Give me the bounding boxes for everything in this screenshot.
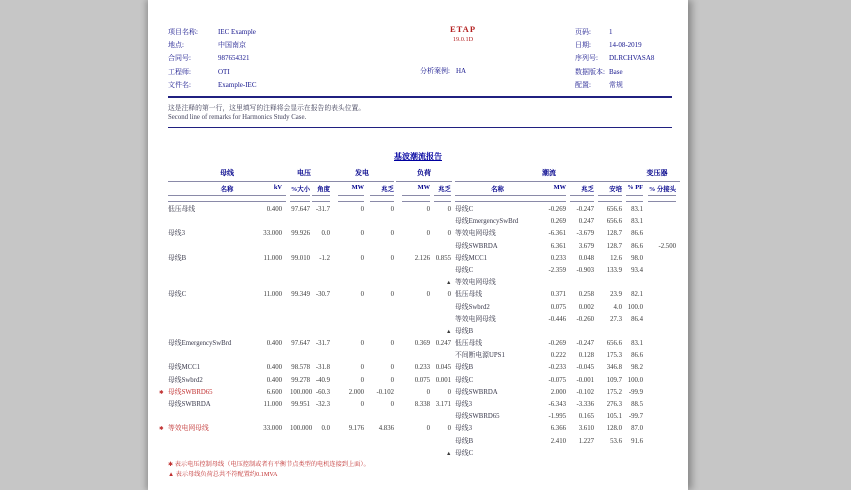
table-row bbox=[148, 253, 688, 265]
group-header: 发电 bbox=[330, 168, 394, 182]
cell-gmvar: 0 bbox=[390, 230, 394, 238]
cell-mag: 99.010 bbox=[291, 254, 310, 262]
cell-kv: 0.400 bbox=[266, 364, 282, 372]
cell-camp: 53.6 bbox=[610, 437, 622, 445]
cell-bm: ✱ bbox=[159, 389, 164, 396]
column-header: 兆乏 bbox=[438, 186, 451, 193]
header-field-label: 配置: bbox=[575, 80, 591, 89]
cell-camp: 23.9 bbox=[610, 291, 622, 299]
table-group-header bbox=[148, 168, 688, 182]
column-header: % PF bbox=[627, 184, 643, 191]
cell-name: 母线SWBRDA bbox=[168, 401, 211, 408]
cell-cpf: 86.6 bbox=[631, 242, 643, 250]
cell-cmw: -0.233 bbox=[548, 364, 566, 372]
etap-version: 19.0.1D bbox=[452, 36, 474, 43]
cell-cpf: 100.0 bbox=[627, 303, 643, 311]
cell-lmw: 0.233 bbox=[414, 364, 430, 372]
header-field-label: 页码: bbox=[575, 28, 591, 36]
cell-cmvar: 1.227 bbox=[578, 437, 594, 445]
cell-bm: ✱ bbox=[159, 426, 164, 433]
table-row bbox=[148, 216, 688, 228]
cell-cname: 母线C bbox=[455, 449, 474, 457]
column-rule bbox=[570, 195, 594, 196]
header-field-value: DLRCHVASA8 bbox=[609, 54, 655, 63]
header-field bbox=[168, 26, 348, 39]
cell-cname: 母线B bbox=[455, 437, 474, 445]
column-header: 兆乏 bbox=[581, 186, 594, 193]
cell-lmvar: 0.247 bbox=[435, 340, 451, 348]
cell-camp: 128.7 bbox=[606, 230, 622, 238]
table-row bbox=[148, 265, 688, 277]
header-divider bbox=[168, 96, 672, 98]
header-field-value: 14-08-2019 bbox=[609, 41, 642, 50]
cell-lmvar: 0 bbox=[447, 388, 451, 396]
cell-cname: 母线B bbox=[455, 364, 474, 372]
cell-mag: 97.647 bbox=[291, 206, 310, 213]
table-row bbox=[148, 228, 688, 240]
header-field bbox=[575, 39, 685, 52]
cell-name: 母线SWBRD65 bbox=[168, 388, 213, 396]
cell-cmvar: 3.679 bbox=[578, 242, 594, 250]
cell-cmvar: 0.247 bbox=[578, 218, 594, 226]
cell-cmvar: -0.247 bbox=[576, 206, 594, 213]
cell-cname: 母线SWBRDA bbox=[455, 388, 498, 396]
cell-cname: 母线C bbox=[455, 376, 474, 384]
table-row bbox=[148, 387, 688, 399]
cell-lmw: 0 bbox=[426, 388, 430, 396]
cell-cname: 等效电网母线 bbox=[455, 315, 496, 323]
table-row bbox=[148, 204, 688, 216]
header-field-label: 项目名称: bbox=[168, 28, 198, 36]
cell-kv: 11.000 bbox=[263, 254, 282, 262]
column-rule bbox=[434, 201, 451, 202]
cell-cmvar: 0.128 bbox=[578, 352, 594, 360]
cell-lmvar: 0 bbox=[447, 291, 451, 299]
column-rule bbox=[626, 195, 643, 196]
column-rule bbox=[290, 201, 310, 202]
table-row bbox=[148, 241, 688, 253]
cell-kv: 33.000 bbox=[263, 425, 282, 433]
column-rule bbox=[338, 195, 364, 196]
cell-gmvar: 0 bbox=[390, 340, 394, 348]
remarks-divider bbox=[168, 127, 672, 128]
group-header: 变压器 bbox=[634, 168, 680, 182]
cell-lmvar: 0.855 bbox=[435, 254, 451, 262]
cell-cmvar: 0.258 bbox=[578, 291, 594, 299]
cell-lmw: 2.126 bbox=[414, 254, 430, 262]
cell-ang: -31.7 bbox=[315, 340, 330, 348]
cell-cpf: 91.6 bbox=[631, 437, 643, 445]
cell-lmw: 0.369 bbox=[414, 340, 430, 348]
cell-cname: 母线SWBRDA bbox=[455, 242, 498, 250]
cell-ang: -32.3 bbox=[315, 401, 330, 408]
cell-cmvar: -0.102 bbox=[576, 388, 594, 396]
header-field-value: 中国南京 bbox=[218, 41, 246, 50]
cell-ang: 0.0 bbox=[321, 230, 330, 238]
cell-cmvar: -3.336 bbox=[576, 401, 594, 408]
cell-cmw: -0.075 bbox=[548, 376, 566, 384]
cell-name: 低压母线 bbox=[168, 206, 196, 213]
cell-cmvar: -0.045 bbox=[576, 364, 594, 372]
cell-cmw: 2.000 bbox=[550, 388, 566, 396]
cell-cname: 母线EmergencySwBrd bbox=[455, 218, 519, 226]
cell-lmvar: 0 bbox=[447, 425, 451, 433]
cell-kv: 0.400 bbox=[266, 376, 282, 384]
cell-cmvar: 0.002 bbox=[578, 303, 594, 311]
remark-line-1: 这是注释的第一行，这里填写的注释将会显示在报告的表头位置。 bbox=[168, 105, 366, 112]
header-field bbox=[575, 52, 685, 65]
cell-kv: 11.000 bbox=[263, 401, 282, 408]
cell-kv: 0.400 bbox=[266, 340, 282, 348]
cell-ang: 0.0 bbox=[321, 425, 330, 433]
cell-lmw: 0.075 bbox=[414, 376, 430, 384]
cell-name: 母线Swbrd2 bbox=[168, 376, 203, 384]
cell-gmvar: 0 bbox=[390, 376, 394, 384]
header-field-label: 合同号: bbox=[168, 54, 191, 63]
etap-logo-block bbox=[431, 24, 495, 43]
column-rule bbox=[648, 195, 676, 196]
header-field bbox=[168, 52, 348, 65]
cell-ang: -31.7 bbox=[315, 206, 330, 213]
cell-cmw: -1.995 bbox=[548, 413, 566, 421]
cell-cpf: 83.1 bbox=[631, 340, 643, 348]
cell-camp: 346.8 bbox=[606, 364, 622, 372]
column-rule bbox=[538, 201, 566, 202]
header-field-value: IEC Example bbox=[218, 28, 256, 36]
cell-gmvar: 0 bbox=[390, 206, 394, 213]
column-rule bbox=[402, 201, 430, 202]
cell-cname: 母线B bbox=[455, 327, 474, 335]
cell-cmw: 2.410 bbox=[550, 437, 566, 445]
cell-name: 等效电网母线 bbox=[168, 425, 209, 433]
column-header: %大小 bbox=[290, 186, 310, 193]
cell-cpf: 86.4 bbox=[631, 315, 643, 323]
cell-cmvar: -3.679 bbox=[576, 230, 594, 238]
cell-gmw: 9.176 bbox=[348, 425, 364, 433]
group-header: 潮流 bbox=[455, 168, 643, 182]
cell-cmw: 6.366 bbox=[550, 425, 566, 433]
column-rule bbox=[250, 195, 282, 196]
cell-cname: 母线MCC1 bbox=[455, 254, 488, 262]
cell-cpf: -99.7 bbox=[628, 413, 643, 421]
group-header: 电压 bbox=[276, 168, 332, 182]
report-title-row bbox=[148, 146, 688, 164]
table-row bbox=[148, 350, 688, 362]
cell-cpf: 93.4 bbox=[631, 266, 643, 274]
column-rule bbox=[598, 195, 622, 196]
cell-gmw: 0 bbox=[360, 206, 364, 213]
header-field bbox=[575, 26, 685, 39]
cell-mag: 99.278 bbox=[291, 376, 310, 384]
cell-kv: 0.400 bbox=[266, 206, 282, 213]
cell-cname: 等效电网母线 bbox=[455, 230, 496, 238]
cell-cname: 低压母线 bbox=[455, 291, 483, 299]
footnote-voltage-control: ✱ 表示电压控制母线（电压控制或者有平衡节点类型的电机连接到上面）。 bbox=[168, 461, 370, 468]
header-field-value: 常规 bbox=[609, 80, 623, 89]
analysis-case-label: 分析案例: bbox=[420, 67, 450, 75]
cell-camp: 656.6 bbox=[606, 340, 622, 348]
cell-cmw: -0.269 bbox=[548, 340, 566, 348]
column-header: 兆乏 bbox=[381, 186, 394, 193]
cell-lmw: 0 bbox=[426, 206, 430, 213]
table-row bbox=[148, 277, 688, 289]
table-row bbox=[148, 314, 688, 326]
cell-camp: 105.1 bbox=[606, 413, 622, 421]
cell-gmvar: -0.102 bbox=[376, 388, 394, 396]
cell-mag: 99.349 bbox=[291, 291, 310, 299]
cell-cmw: 0.269 bbox=[550, 218, 566, 226]
cell-camp: 4.0 bbox=[613, 303, 622, 311]
header-field bbox=[575, 79, 685, 92]
analysis-case-value: HA bbox=[456, 67, 467, 75]
table-body bbox=[148, 204, 688, 460]
header-field-label: 数据版本: bbox=[575, 67, 605, 76]
cell-cname: 低压母线 bbox=[455, 340, 483, 348]
header-field-label: 工程师: bbox=[168, 67, 191, 76]
cell-cpf: 82.1 bbox=[631, 291, 643, 299]
cell-cmw: -6.361 bbox=[548, 230, 566, 238]
cell-cmw: -0.269 bbox=[548, 206, 566, 213]
remark-line-2: Second line of remarks for Harmonics Study Case. bbox=[168, 114, 307, 121]
cell-mag: 98.578 bbox=[291, 364, 310, 372]
cell-name: 母线3 bbox=[168, 230, 185, 238]
table-row bbox=[148, 326, 688, 338]
group-header: 母线 bbox=[168, 168, 286, 182]
table-row bbox=[148, 423, 688, 435]
header-field bbox=[168, 39, 348, 52]
cell-gmvar: 0 bbox=[390, 291, 394, 299]
column-header: % 分接头 bbox=[648, 186, 676, 193]
cell-cpf: 86.6 bbox=[631, 352, 643, 360]
cell-mag: 97.647 bbox=[291, 340, 310, 348]
cell-gmw: 0 bbox=[360, 364, 364, 372]
header-field-label: 日期: bbox=[575, 41, 591, 50]
cell-mag: 100.000 bbox=[290, 425, 313, 433]
cell-gmvar: 4.836 bbox=[378, 425, 394, 433]
cell-cmvar: -0.260 bbox=[576, 315, 594, 323]
column-rule bbox=[570, 201, 594, 202]
header-field bbox=[168, 66, 348, 79]
header-field-value: Base bbox=[609, 67, 623, 76]
cell-gmw: 0 bbox=[360, 401, 364, 408]
column-rule bbox=[434, 195, 451, 196]
cell-lmvar: 0.045 bbox=[435, 364, 451, 372]
column-rule bbox=[250, 201, 282, 202]
column-header: 安培 bbox=[609, 186, 622, 193]
table-row bbox=[148, 399, 688, 411]
header-field-value: 987654321 bbox=[218, 54, 250, 63]
cell-cmw: 0.233 bbox=[550, 254, 566, 262]
header-info-left bbox=[168, 26, 348, 92]
column-rule bbox=[370, 195, 394, 196]
cell-cmvar: 0.165 bbox=[578, 413, 594, 421]
column-rule bbox=[538, 195, 566, 196]
cell-cpf: 100.0 bbox=[627, 376, 643, 384]
cell-cm: ▲ bbox=[446, 280, 452, 287]
cell-camp: 128.0 bbox=[606, 425, 622, 433]
cell-name: 母线C bbox=[168, 291, 187, 299]
table-row bbox=[148, 436, 688, 448]
cell-cname: 母线SWBRD65 bbox=[455, 413, 500, 421]
cell-gmw: 2.000 bbox=[348, 388, 364, 396]
table-row bbox=[148, 338, 688, 350]
cell-cmvar: 3.610 bbox=[578, 425, 594, 433]
group-header: 负荷 bbox=[396, 168, 452, 182]
cell-camp: 276.3 bbox=[606, 401, 622, 408]
cell-cmw: -6.343 bbox=[548, 401, 566, 408]
cell-cname: 等效电网母线 bbox=[455, 279, 496, 287]
cell-camp: 656.6 bbox=[606, 218, 622, 226]
table-row bbox=[148, 302, 688, 314]
table-row bbox=[148, 411, 688, 423]
cell-cpf: -99.9 bbox=[628, 388, 643, 396]
column-header: MW bbox=[351, 184, 364, 191]
cell-lmvar: 3.171 bbox=[435, 401, 451, 408]
column-header: MW bbox=[417, 184, 430, 191]
column-rule bbox=[312, 195, 330, 196]
cell-cmw: 6.361 bbox=[550, 242, 566, 250]
cell-gmvar: 0 bbox=[390, 401, 394, 408]
cell-lmw: 0 bbox=[426, 230, 430, 238]
column-rule bbox=[370, 201, 394, 202]
cell-mag: 99.926 bbox=[291, 230, 310, 238]
header-field-value: Example-IEC bbox=[218, 80, 257, 89]
cell-lmw: 8.338 bbox=[414, 401, 430, 408]
cell-camp: 656.6 bbox=[606, 206, 622, 213]
table-row bbox=[148, 362, 688, 374]
cell-gmw: 0 bbox=[360, 340, 364, 348]
cell-cmvar: 0.048 bbox=[578, 254, 594, 262]
cell-cmw: 0.222 bbox=[550, 352, 566, 360]
cell-camp: 27.3 bbox=[610, 315, 622, 323]
cell-cpf: 88.5 bbox=[631, 401, 643, 408]
cell-gmw: 0 bbox=[360, 254, 364, 262]
column-rule bbox=[312, 201, 330, 202]
cell-cname: 不间断电源UPS1 bbox=[455, 352, 505, 360]
cell-cname: 母线3 bbox=[455, 425, 472, 433]
column-header: MW bbox=[553, 184, 566, 191]
column-rule bbox=[290, 195, 310, 196]
footnote-load-mismatch: ▲ 表示母线负荷总共不符配置约0.1MVA bbox=[168, 470, 278, 478]
column-header: 角度 bbox=[317, 186, 330, 193]
table-row bbox=[148, 289, 688, 301]
report-title: 基波潮流报告 bbox=[394, 152, 442, 161]
cell-camp: 12.6 bbox=[610, 254, 622, 262]
column-rule bbox=[626, 201, 643, 202]
column-rule bbox=[338, 201, 364, 202]
header-field-label: 文件名: bbox=[168, 80, 191, 89]
cell-lmw: 0 bbox=[426, 291, 430, 299]
cell-cmw: -2.359 bbox=[548, 266, 566, 274]
header-field bbox=[575, 66, 685, 79]
cell-kv: 33.000 bbox=[263, 230, 282, 238]
column-header: kV bbox=[273, 184, 282, 191]
column-rule bbox=[455, 195, 540, 196]
column-header: 名称 bbox=[491, 186, 504, 193]
cell-cmvar: -0.903 bbox=[576, 266, 594, 274]
cell-ang: -40.9 bbox=[315, 376, 330, 384]
cell-cpf: 98.2 bbox=[631, 364, 643, 372]
header-field bbox=[168, 79, 348, 92]
cell-cmw: 0.371 bbox=[550, 291, 566, 299]
cell-ctap: -2.500 bbox=[658, 242, 676, 250]
cell-camp: 133.9 bbox=[606, 266, 622, 274]
cell-ang: -1.2 bbox=[319, 254, 330, 262]
cell-ang: -30.7 bbox=[315, 291, 330, 299]
cell-cname: 母线C bbox=[455, 206, 474, 213]
cell-cmvar: -0.247 bbox=[576, 340, 594, 348]
cell-cm: ▲ bbox=[446, 328, 452, 335]
cell-cpf: 86.6 bbox=[631, 230, 643, 238]
cell-gmvar: 0 bbox=[390, 254, 394, 262]
cell-cpf: 83.1 bbox=[631, 206, 643, 213]
cell-cname: 母线C bbox=[455, 266, 474, 274]
cell-camp: 128.7 bbox=[606, 242, 622, 250]
header-field-value: OTI bbox=[218, 67, 230, 76]
cell-name: 母线EmergencySwBrd bbox=[168, 340, 232, 348]
cell-gmvar: 0 bbox=[390, 364, 394, 372]
cell-cm: ▲ bbox=[446, 450, 452, 457]
table-row bbox=[148, 375, 688, 387]
cell-cpf: 87.0 bbox=[631, 425, 643, 433]
cell-cname: 母线Swbrd2 bbox=[455, 303, 490, 311]
etap-logo: ETAP bbox=[449, 24, 477, 34]
cell-camp: 175.3 bbox=[606, 352, 622, 360]
header-field-label: 序列号: bbox=[575, 54, 598, 63]
cell-cmvar: -0.001 bbox=[576, 376, 594, 384]
column-rule bbox=[648, 201, 676, 202]
cell-cmw: 0.075 bbox=[550, 303, 566, 311]
cell-camp: 109.7 bbox=[606, 376, 622, 384]
table-column-header bbox=[148, 184, 688, 195]
column-header: 名称 bbox=[220, 186, 234, 193]
header-field-label: 地点: bbox=[168, 41, 184, 50]
header-field-value: 1 bbox=[609, 28, 613, 36]
column-rule bbox=[402, 195, 430, 196]
cell-mag: 100.000 bbox=[290, 388, 313, 396]
cell-kv: 11.000 bbox=[263, 291, 282, 299]
cell-cpf: 83.1 bbox=[631, 218, 643, 226]
cell-cmw: -0.446 bbox=[548, 315, 566, 323]
cell-lmvar: 0 bbox=[447, 206, 451, 213]
column-rule bbox=[598, 201, 622, 202]
cell-mag: 99.951 bbox=[291, 401, 310, 408]
cell-lmw: 0 bbox=[426, 425, 430, 433]
cell-cname: 母线3 bbox=[455, 401, 472, 408]
cell-gmw: 0 bbox=[360, 291, 364, 299]
cell-cpf: 98.0 bbox=[631, 254, 643, 262]
cell-ang: -31.8 bbox=[315, 364, 330, 372]
cell-ang: -60.3 bbox=[315, 388, 330, 396]
cell-lmvar: 0 bbox=[447, 230, 451, 238]
column-rule bbox=[455, 201, 540, 202]
cell-name: 母线B bbox=[168, 254, 187, 262]
cell-camp: 175.2 bbox=[606, 388, 622, 396]
report-page bbox=[148, 0, 688, 490]
cell-gmw: 0 bbox=[360, 230, 364, 238]
cell-gmw: 0 bbox=[360, 376, 364, 384]
cell-name: 母线MCC1 bbox=[168, 364, 201, 372]
cell-kv: 6.600 bbox=[266, 388, 282, 396]
header-info-right bbox=[575, 26, 685, 92]
cell-lmvar: 0.001 bbox=[435, 376, 451, 384]
